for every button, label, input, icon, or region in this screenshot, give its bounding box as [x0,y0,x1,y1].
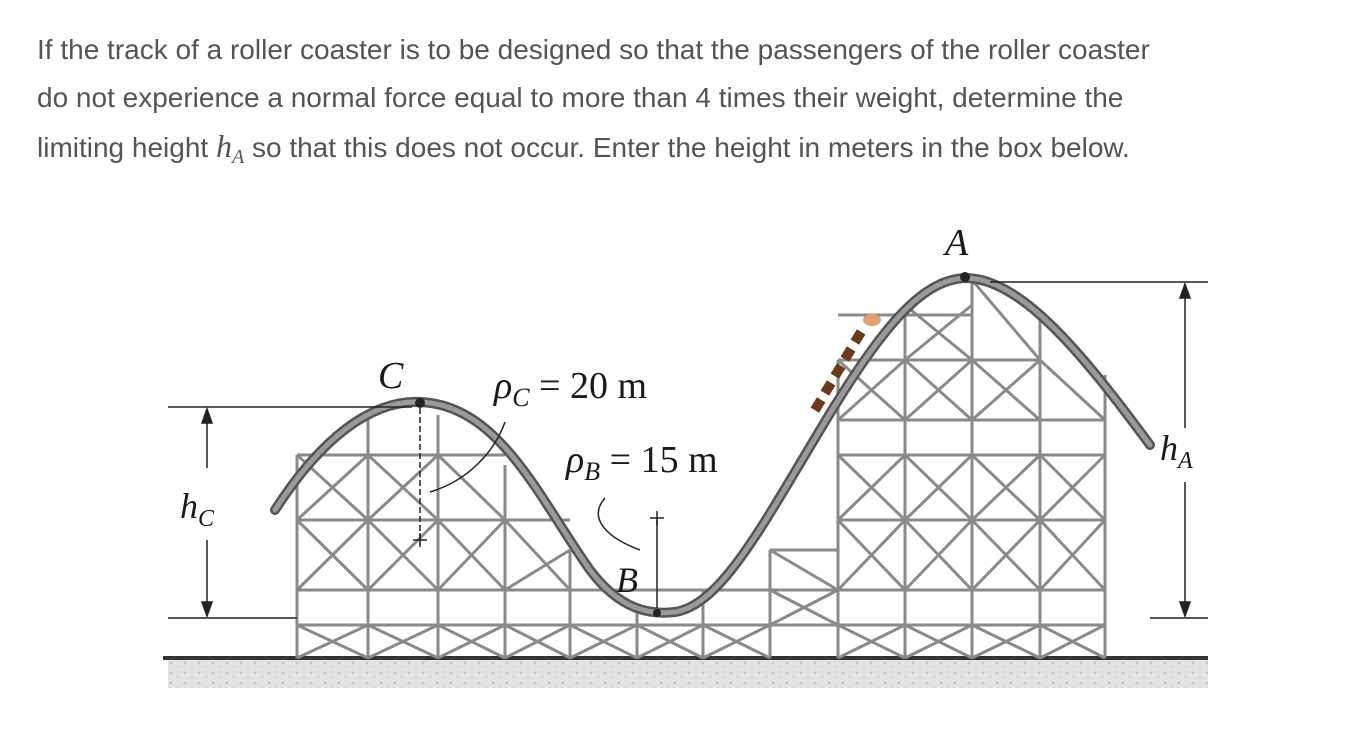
ground-gravel [168,658,1208,688]
variable-h: h [215,128,232,164]
rhoC-label: $\rho_C = 20$ m [494,365,648,412]
problem-line-3-start: limiting height [37,132,216,163]
point-B [653,609,661,617]
point-A [960,272,970,282]
label-B: B [616,560,638,600]
label-A: A [945,222,969,264]
roller-coaster-diagram [0,200,1364,726]
problem-line-3 [37,122,1337,181]
point-C [415,398,425,408]
problem-line-1: If the track of a roller coaster is to be designed so that the passengers of the roller coaster [37,34,1150,65]
rhoB-label: $\rho_B = 15$ m [566,439,718,486]
problem-statement [37,26,1337,181]
variable-subscript-A: A [231,146,245,168]
coaster-cars [811,314,881,413]
problem-line-2: do not experience a normal force equal to more than 4 times their weight, determine the [37,82,1124,113]
problem-line-3-end: so that this does not occur. Enter the height in meters in the box below. [244,132,1130,163]
hC-label: $h_C$ [180,486,215,532]
label-C: C [378,355,404,397]
hA-label: $h_A$ [1160,428,1193,474]
roller-coaster-figure [0,200,1364,731]
